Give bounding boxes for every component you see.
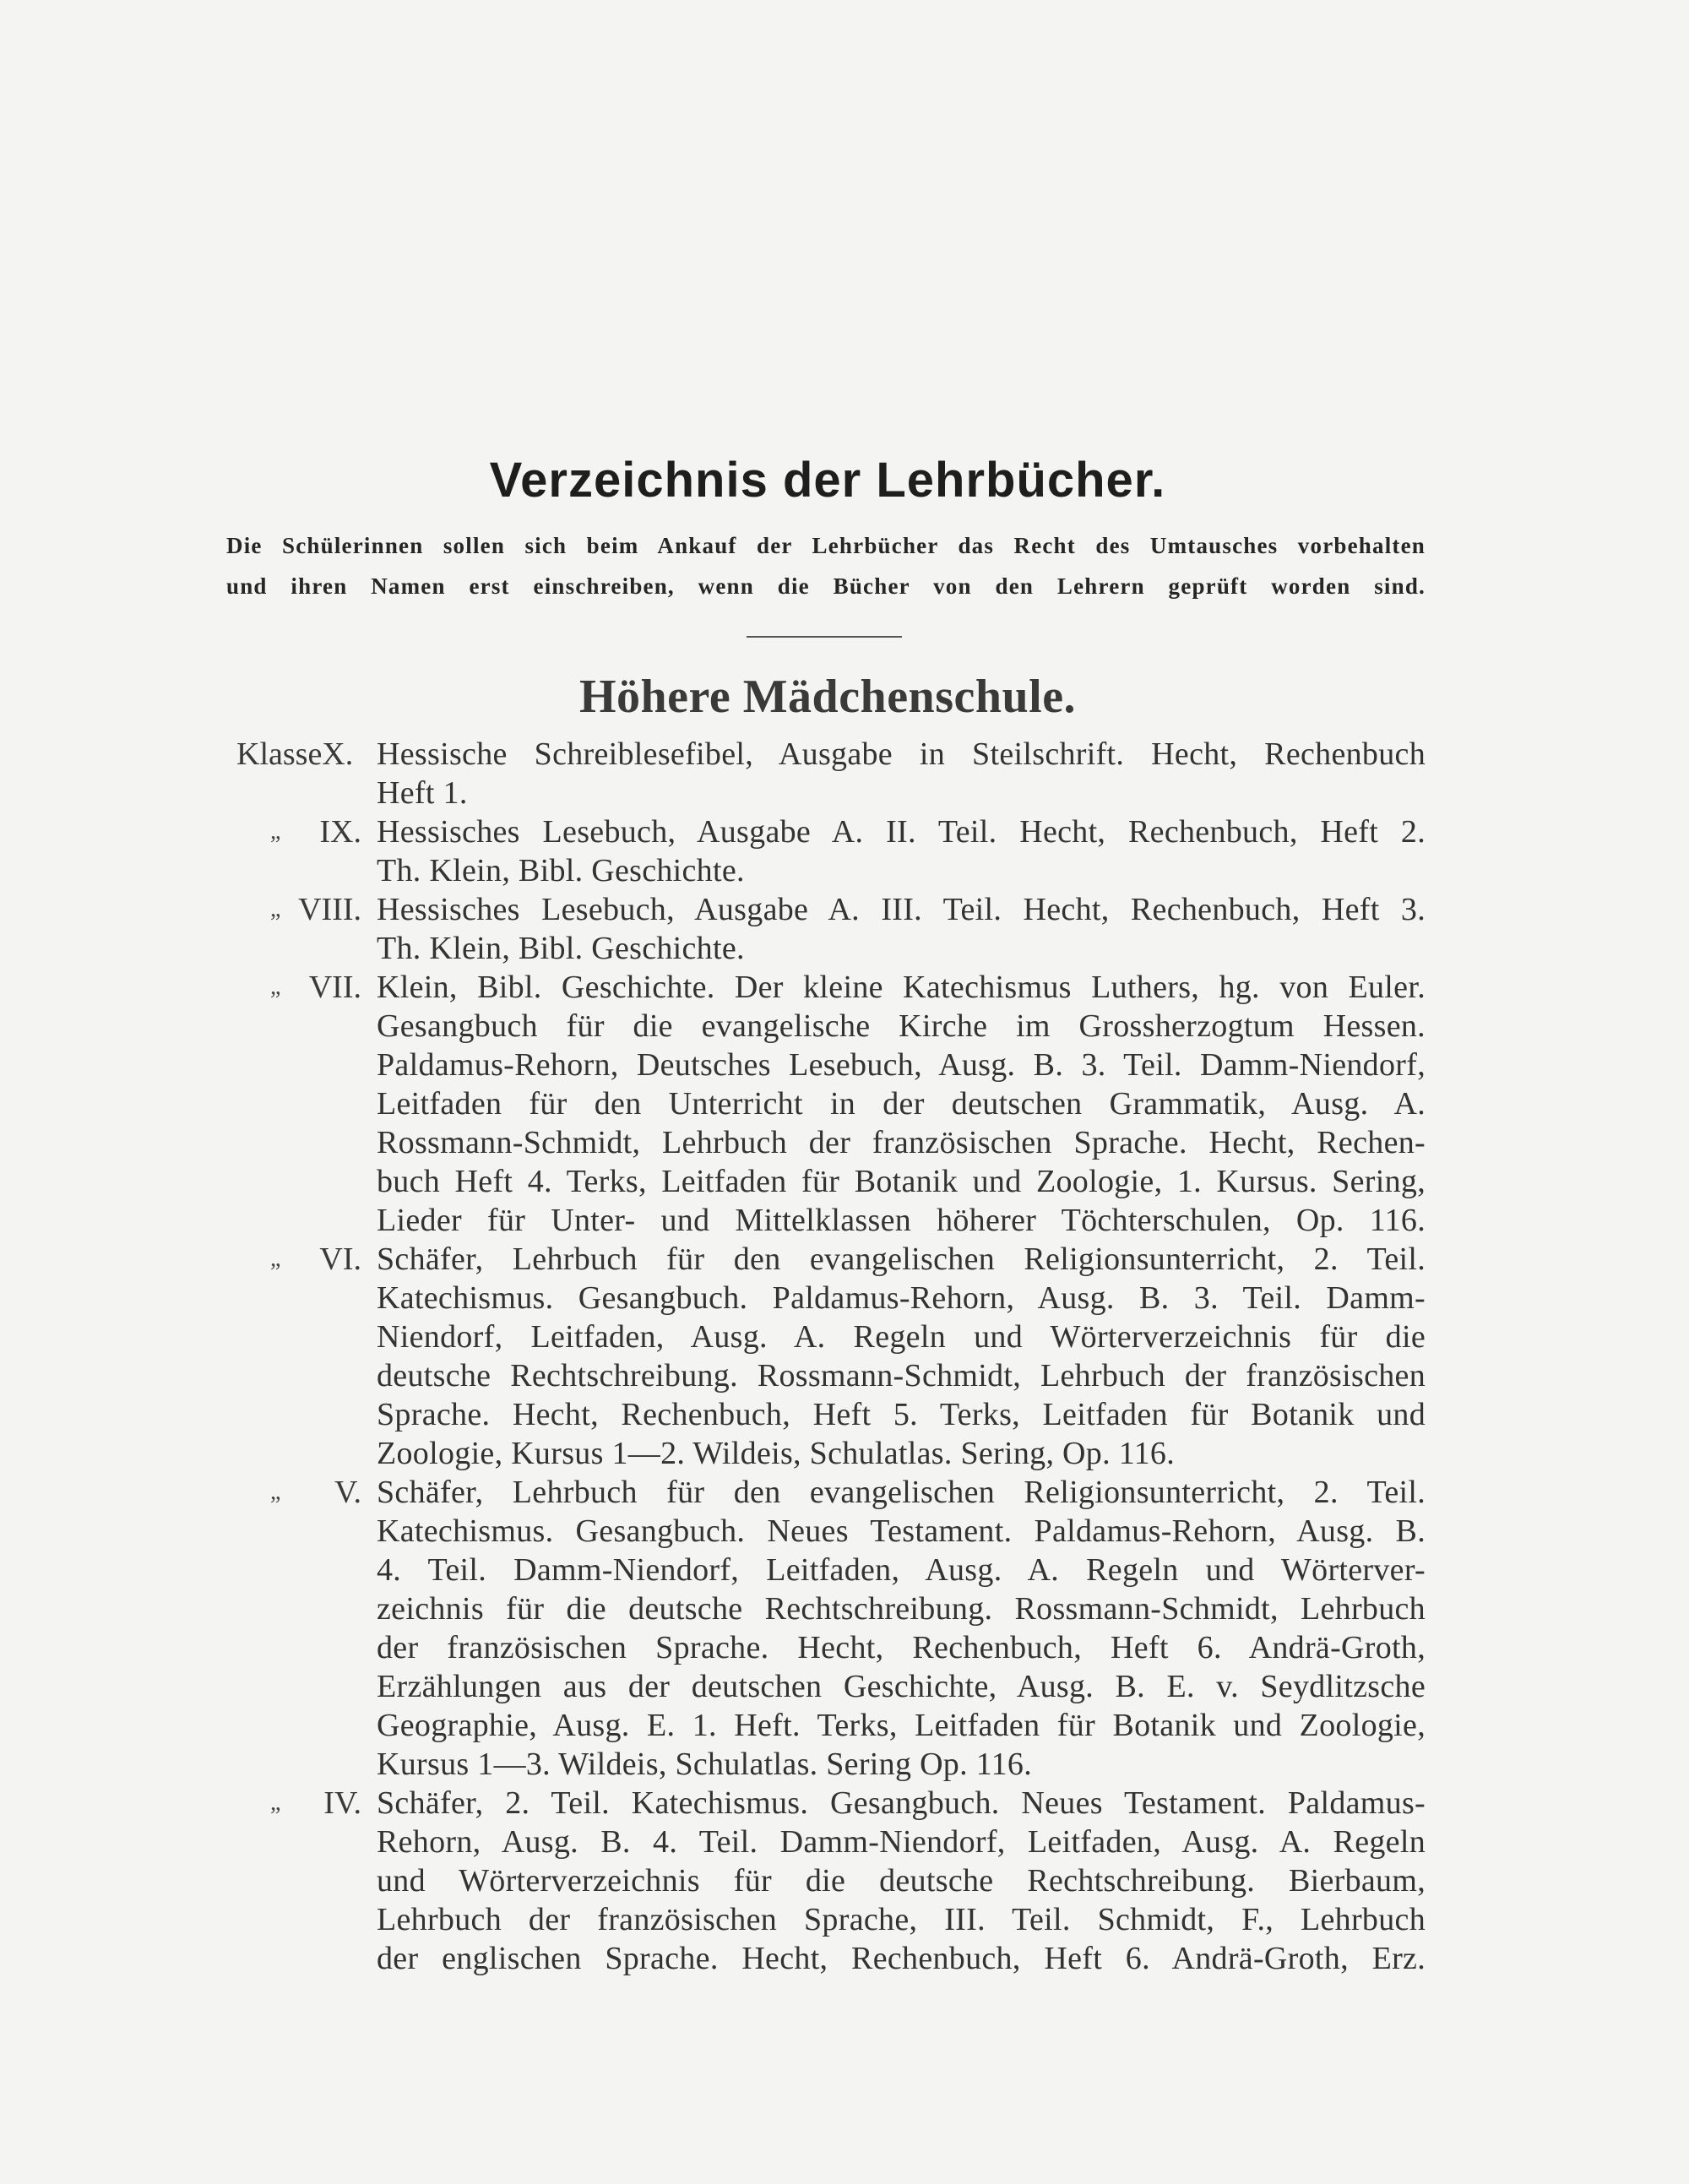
entry-line: Paldamus-Rehorn, Deutsches Lesebuch, Ausg. B. 3. Teil. Damm-Niendorf, xyxy=(377,1047,1426,1083)
entry-line: Hessisches Lesebuch, Ausgabe A. II. Teil. Hecht, Rechenbuch, Heft 2. xyxy=(377,814,1426,850)
class-entry-iv xyxy=(226,1784,1426,1978)
entry-line: Rossmann-Schmidt, Lehrbuch der französischen Sprache. Hecht, Rechen- xyxy=(377,1125,1426,1160)
entry-line: Schäfer, Lehrbuch für den evangelischen Religionsunterricht, 2. Teil. xyxy=(377,1475,1426,1510)
ditto-mark: „ xyxy=(270,1479,281,1505)
entry-text xyxy=(377,890,1426,968)
entry-line: Leitfaden für den Unterricht in der deutschen Grammatik, Ausg. A. xyxy=(377,1086,1426,1122)
entry-line: Katechismus. Gesangbuch. Paldamus-Rehorn, Ausg. B. 3. Teil. Damm- xyxy=(377,1280,1426,1316)
entry-line: Hessische Schreiblesefibel, Ausgabe in Steilschrift. Hecht, Rechenbuch xyxy=(377,736,1426,772)
entry-line: Kursus 1—3. Wildeis, Schulatlas. Sering Op. 116. xyxy=(377,1747,1032,1782)
entry-line: Lehrbuch der französischen Sprache, III. Teil. Schmidt, F., Lehrbuch xyxy=(377,1902,1426,1937)
entry-line: Sprache. Hecht, Rechenbuch, Heft 5. Terks, Leitfaden für Botanik und xyxy=(377,1397,1426,1432)
entry-text xyxy=(377,812,1426,890)
section-title: Höhere Mädchenschule. xyxy=(578,671,1077,723)
entry-line: Zoologie, Kursus 1—2. Wildeis, Schulatlas. Sering, Op. 116. xyxy=(377,1436,1175,1471)
entry-line: Klein, Bibl. Geschichte. Der kleine Katechismus Luthers, hg. von Euler. xyxy=(377,970,1426,1005)
class-entry-vi xyxy=(226,1240,1426,1473)
entry-line: Th. Klein, Bibl. Geschichte. xyxy=(377,853,745,888)
entry-line: und Wörterverzeichnis für die deutsche Rechtschreibung. Bierbaum, xyxy=(377,1863,1426,1899)
class-label: KlasseX. xyxy=(236,736,354,772)
notice-line: und ihren Namen erst einschreiben, wenn die Bücher von den Lehrern geprüft worden sind. xyxy=(226,573,1426,599)
class-entry-vii xyxy=(226,968,1426,1240)
entry-line: Schäfer, 2. Teil. Katechismus. Gesangbuch. Neues Testament. Paldamus- xyxy=(377,1785,1426,1821)
entry-text xyxy=(377,735,1426,812)
notice-line: Die Schülerinnen sollen sich beim Ankauf der Lehrbücher das Recht des Umtausches vorbehalten xyxy=(226,533,1426,558)
ditto-mark: „ xyxy=(270,896,281,922)
class-label: VII. xyxy=(308,970,361,1005)
ditto-mark: „ xyxy=(270,974,281,1000)
class-label: IX. xyxy=(319,814,361,850)
class-entry-viii xyxy=(226,890,1426,968)
ditto-mark: „ xyxy=(270,818,281,845)
entry-text xyxy=(377,1473,1426,1784)
entry-line: zeichnis für die deutsche Rechtschreibung. Rossmann-Schmidt, Lehrbuch xyxy=(377,1591,1426,1627)
entry-text xyxy=(377,968,1426,1240)
entry-line: 4. Teil. Damm-Niendorf, Leitfaden, Ausg. A. Regeln und Wörterver- xyxy=(377,1552,1426,1588)
ditto-mark: „ xyxy=(270,1246,281,1272)
notice-paragraph xyxy=(226,525,1426,606)
entry-text xyxy=(377,1240,1426,1473)
entry-line: der englischen Sprache. Hecht, Rechenbuch, Heft 6. Andrä-Groth, Erz. xyxy=(377,1941,1426,1976)
class-label: VIII. xyxy=(298,892,361,927)
entry-line: der französischen Sprache. Hecht, Rechenbuch, Heft 6. Andrä-Groth, xyxy=(377,1630,1426,1665)
entry-line: Schäfer, Lehrbuch für den evangelischen Religionsunterricht, 2. Teil. xyxy=(377,1241,1426,1277)
entry-line: Katechismus. Gesangbuch. Neues Testament. Paldamus-Rehorn, Ausg. B. xyxy=(377,1513,1426,1549)
entry-line: Hessisches Lesebuch, Ausgabe A. III. Teil. Hecht, Rechenbuch, Heft 3. xyxy=(377,892,1426,927)
class-label: IV. xyxy=(323,1785,361,1821)
entry-line: Rehorn, Ausg. B. 4. Teil. Damm-Niendorf, Leitfaden, Ausg. A. Regeln xyxy=(377,1824,1426,1860)
entry-line: Geographie, Ausg. E. 1. Heft. Terks, Leitfaden für Botanik und Zoologie, xyxy=(377,1708,1426,1743)
section-divider xyxy=(747,636,902,638)
class-entry-ix xyxy=(226,812,1426,890)
entry-text xyxy=(377,1784,1426,1978)
entry-line: Heft 1. xyxy=(377,775,468,811)
page-title: Verzeichnis der Lehrbücher. xyxy=(489,453,1166,508)
entry-line: Erzählungen aus der deutschen Geschichte, Ausg. B. E. v. Seydlitzsche xyxy=(377,1669,1426,1704)
class-label: VI. xyxy=(319,1241,361,1277)
entry-line: Gesangbuch für die evangelische Kirche im Grossherzogtum Hessen. xyxy=(377,1008,1426,1044)
entry-line: Niendorf, Leitfaden, Ausg. A. Regeln und Wörterverzeichnis für die xyxy=(377,1319,1426,1355)
entry-line: Lieder für Unter- und Mittelklassen höherer Töchterschulen, Op. 116. xyxy=(377,1203,1426,1238)
ditto-mark: „ xyxy=(270,1790,281,1816)
class-entry-v xyxy=(226,1473,1426,1784)
textbook-list xyxy=(226,735,1426,1978)
class-entry-x xyxy=(226,735,1426,812)
class-label: V. xyxy=(334,1475,361,1510)
entry-line: deutsche Rechtschreibung. Rossmann-Schmidt, Lehrbuch der französischen xyxy=(377,1358,1426,1394)
entry-line: buch Heft 4. Terks, Leitfaden für Botanik und Zoologie, 1. Kursus. Sering, xyxy=(377,1164,1426,1199)
entry-line: Th. Klein, Bibl. Geschichte. xyxy=(377,931,745,966)
